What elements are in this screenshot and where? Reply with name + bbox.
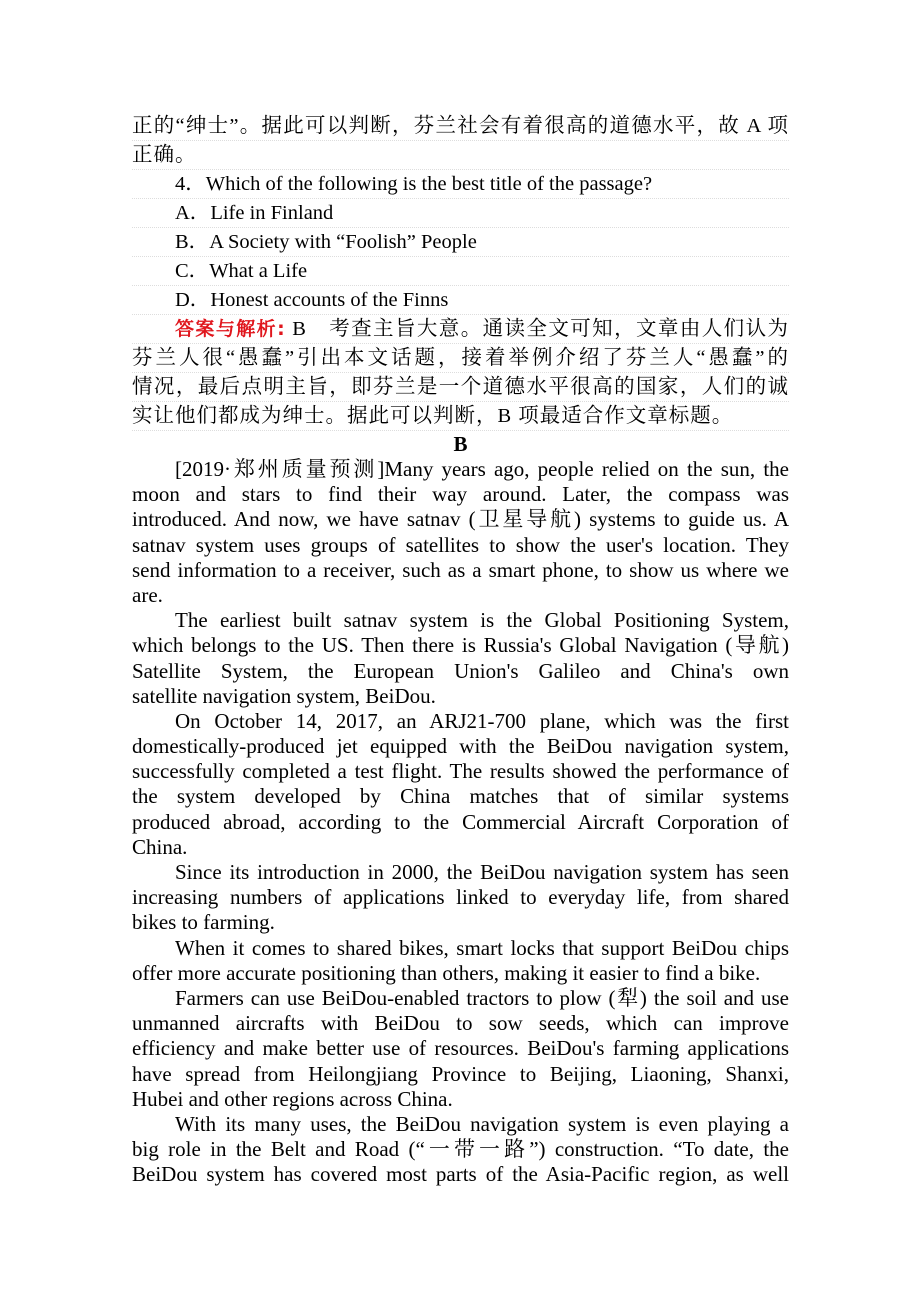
paragraph <box>132 457 789 608</box>
paragraph <box>132 860 789 936</box>
option-text: Honest accounts of the Finns <box>210 289 449 311</box>
text-line: unmanned aircrafts with BeiDou to sow seeds, which can improve <box>132 1011 789 1036</box>
text-line: produced abroad, according to the Commercial Aircraft Corporation of <box>132 809 789 834</box>
text-line: 情况，最后点明主旨，即芬兰是一个道德水平很高的国家，人们的诚 <box>132 373 789 402</box>
paragraph <box>132 936 789 986</box>
option-letter: C． <box>175 260 210 282</box>
option-c <box>132 257 789 286</box>
text-line: 芬兰人很“愚蠢”引出本文话题，接着举例介绍了芬兰人“愚蠢”的 <box>132 344 789 373</box>
paragraph <box>132 709 789 860</box>
text-line: bikes to farming. <box>132 910 275 935</box>
text-line: moon and stars to find their way around. Later, the compass was <box>132 482 789 507</box>
section-title: B <box>453 432 468 456</box>
option-d <box>132 286 789 315</box>
answer-label: 答案与解析: <box>175 318 286 340</box>
text-line: 正确。 <box>132 141 789 170</box>
question-text: Which of the following is the best title of the passage? <box>205 173 653 195</box>
text-line: Satellite System, the European Union's Galileo and China's own <box>132 658 789 683</box>
text-line: Hubei and other regions across China. <box>132 1086 453 1111</box>
text-line: big role in the Belt and Road (“一带一路”) construction. “To date, the <box>132 1137 789 1162</box>
text-line: China. <box>132 834 188 859</box>
option-text: Life in Finland <box>210 202 334 224</box>
option-text: What a Life <box>209 260 308 282</box>
text-line: the system developed by China matches that of similar systems <box>132 784 789 809</box>
text-line: increasing numbers of applications linked to everyday life, from shared <box>132 885 789 910</box>
paragraph <box>132 986 789 1112</box>
option-b <box>132 228 789 257</box>
text-line: BeiDou system has covered most parts of the Asia-Pacific region, as well <box>132 1162 789 1187</box>
option-letter: D． <box>175 289 211 311</box>
text-line: [2019·郑州质量预测]Many years ago, people relied on the sun, the <box>175 457 789 481</box>
text-line: introduced. And now, we have satnav (卫星导航) systems to guide us. A <box>132 507 789 532</box>
text-line: successfully completed a test flight. The results showed the performance of <box>132 759 789 784</box>
explanation-text: B 考查主旨大意。通读全文可知，文章由人们认为 <box>285 318 789 340</box>
text-line: When it comes to shared bikes, smart locks that support BeiDou chips <box>175 935 789 960</box>
document-page <box>132 112 789 1187</box>
paragraph <box>132 608 789 709</box>
text-line: Farmers can use BeiDou-enabled tractors to plow (犁) the soil and use <box>175 985 789 1010</box>
text-line <box>132 315 789 344</box>
text-line: The earliest built satnav system is the Global Positioning System, <box>175 608 789 633</box>
answer-explanation <box>132 315 789 431</box>
text-line: efficiency and make better use of resources. BeiDou's farming applications <box>132 1036 789 1061</box>
previous-explanation <box>132 112 789 170</box>
text-line: With its many uses, the BeiDou navigation system is even playing a <box>175 1111 789 1136</box>
option-a <box>132 199 789 228</box>
text-line: are. <box>132 582 163 607</box>
text-line: 正的“绅士”。据此可以判断，芬兰社会有着很高的道德水平，故 A 项 <box>132 112 789 141</box>
text-line: have spread from Heilongjiang Province to Beijing, Liaoning, Shanxi, <box>132 1061 789 1086</box>
text-line: Since its introduction in 2000, the BeiDou navigation system has seen <box>175 860 789 884</box>
text-line: send information to a receiver, such as a smart phone, to show us where we <box>132 557 789 582</box>
text-line: which belongs to the US. Then there is Russia's Global Navigation (导航) <box>132 633 789 658</box>
question-number: 4． <box>175 173 206 195</box>
text-line: satellite navigation system, BeiDou. <box>132 683 436 708</box>
option-letter: A． <box>175 202 211 224</box>
question-stem <box>132 170 789 199</box>
text-line: offer more accurate positioning than others, making it easier to find a bike. <box>132 960 761 985</box>
text-line: On October 14, 2017, an ARJ21-700 plane, which was the first <box>175 708 789 733</box>
paragraph <box>132 1112 789 1188</box>
text-line: 实让他们都成为绅士。据此可以判断，B 项最适合作文章标题。 <box>132 402 789 431</box>
option-text: A Society with “Foolish” People <box>209 231 477 253</box>
text-line: satnav system uses groups of satellites to show the user's location. They <box>132 532 789 557</box>
passage <box>132 457 789 1187</box>
question-4 <box>132 170 789 315</box>
option-letter: B． <box>175 231 210 253</box>
text-line: domestically-produced jet equipped with the BeiDou navigation system, <box>132 734 789 759</box>
